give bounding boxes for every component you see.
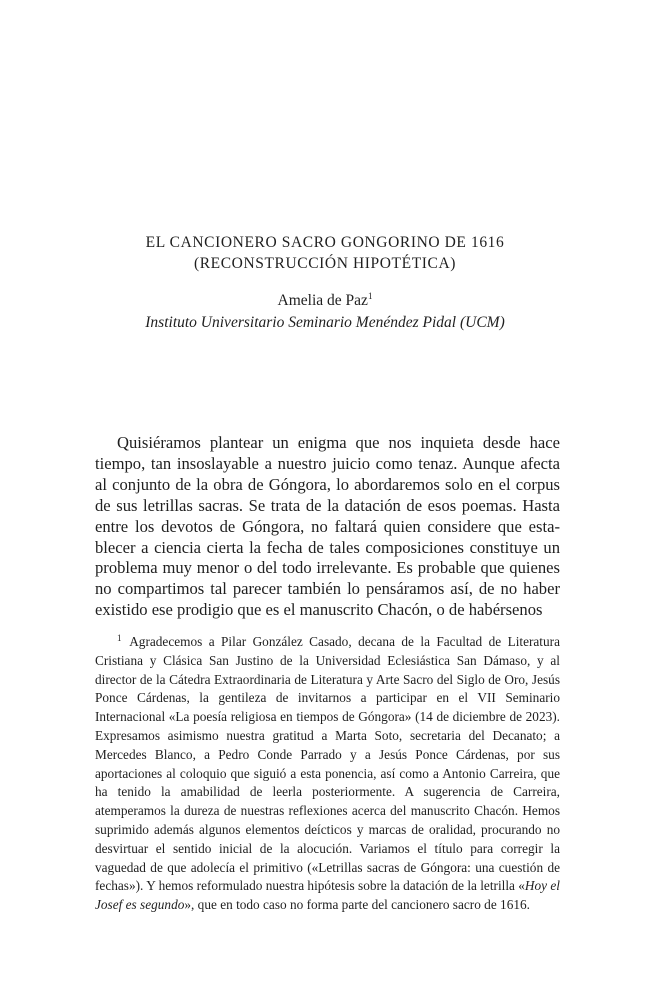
- author-line: [60, 291, 590, 311]
- footnote-text-part-2: », que en todo caso no forma parte del cancionero sacro de 1616.: [184, 897, 530, 913]
- footnote-1: [95, 633, 560, 915]
- footnote-marker: 1: [117, 633, 122, 643]
- article-title-line-2: (RECONSTRUCCIÓN HIPOTÉTICA): [193, 255, 457, 272]
- author-affiliation: Instituto Universitario Seminario Menéndez Pidal (UCM): [145, 314, 505, 331]
- body-paragraph: Quisiéramos plantear un enigma que nos inquieta desde hace tiempo, tan insoslayable a nuestro juicio como tenaz. Aunque afecta al conjunto de la obra de Góngora, lo abordaremos solo en el corpus de sus letrillas sacras. Se trata de la datación de esos poemas. Hasta entre los devotos de Góngora, no faltará quien considere que establecer a ciencia cierta la fecha de tales composiciones constituye un problema muy menor o del todo irrelevante. Es probable que quienes no compartimos tal parecer también lo pensáramos así, de no haber existido ese prodigio que es el manuscrito Chacón, o de habérsenos: [95, 433, 560, 620]
- article-title-line-1: EL CANCIONERO SACRO GONGORINO DE 1616: [145, 234, 505, 251]
- footnote-italic-title: Hoy el Josef es segundo: [95, 878, 560, 913]
- footnote-text-part-1: Agradecemos a Pilar González Casado, decana de la Facultad de Literatura Cristiana y Clásica San Justino de la Universidad Eclesiástica San Dámaso, y al director de la Cátedra Extraordinaria de Literatura y Arte Sacro del Siglo de Oro, Jesús Ponce Cárdenas, la gentileza de invitarnos a participar en el VII Seminario Internacional «La poesía religiosa en tiempos de Góngora» (14 de diciembre de 2023). Expresamos asimismo nuestra gratitud a Marta Soto, secretaria del Decanato; a Mercedes Blanco, a Pedro Conde Parrado y a Jesús Ponce Cárdenas, por sus aportaciones al coloquio que siguió a esta ponencia, así como a Antonio Carreira, que ha tenido la amabilidad de leerla posteriormente. A sugerencia de Carreira, atemperamos la dureza de nuestras reflexiones acerca del manuscrito Chacón. Hemos suprimido además algunos elementos deícticos y marcas de oralidad, procurando no desvirtuar el sentido inicial de la alocución. Variamos el título para corregir la vaguedad de que adolecía el primitivo («Letrillas sacras de Góngora: una cuestión de fechas»). Y hemos reformulado nuestra hipótesis sobre la datación de la letrilla «: [95, 634, 560, 894]
- author-name: Amelia de Paz: [277, 292, 368, 309]
- author-footnote-marker[interactable]: 1: [367, 291, 373, 301]
